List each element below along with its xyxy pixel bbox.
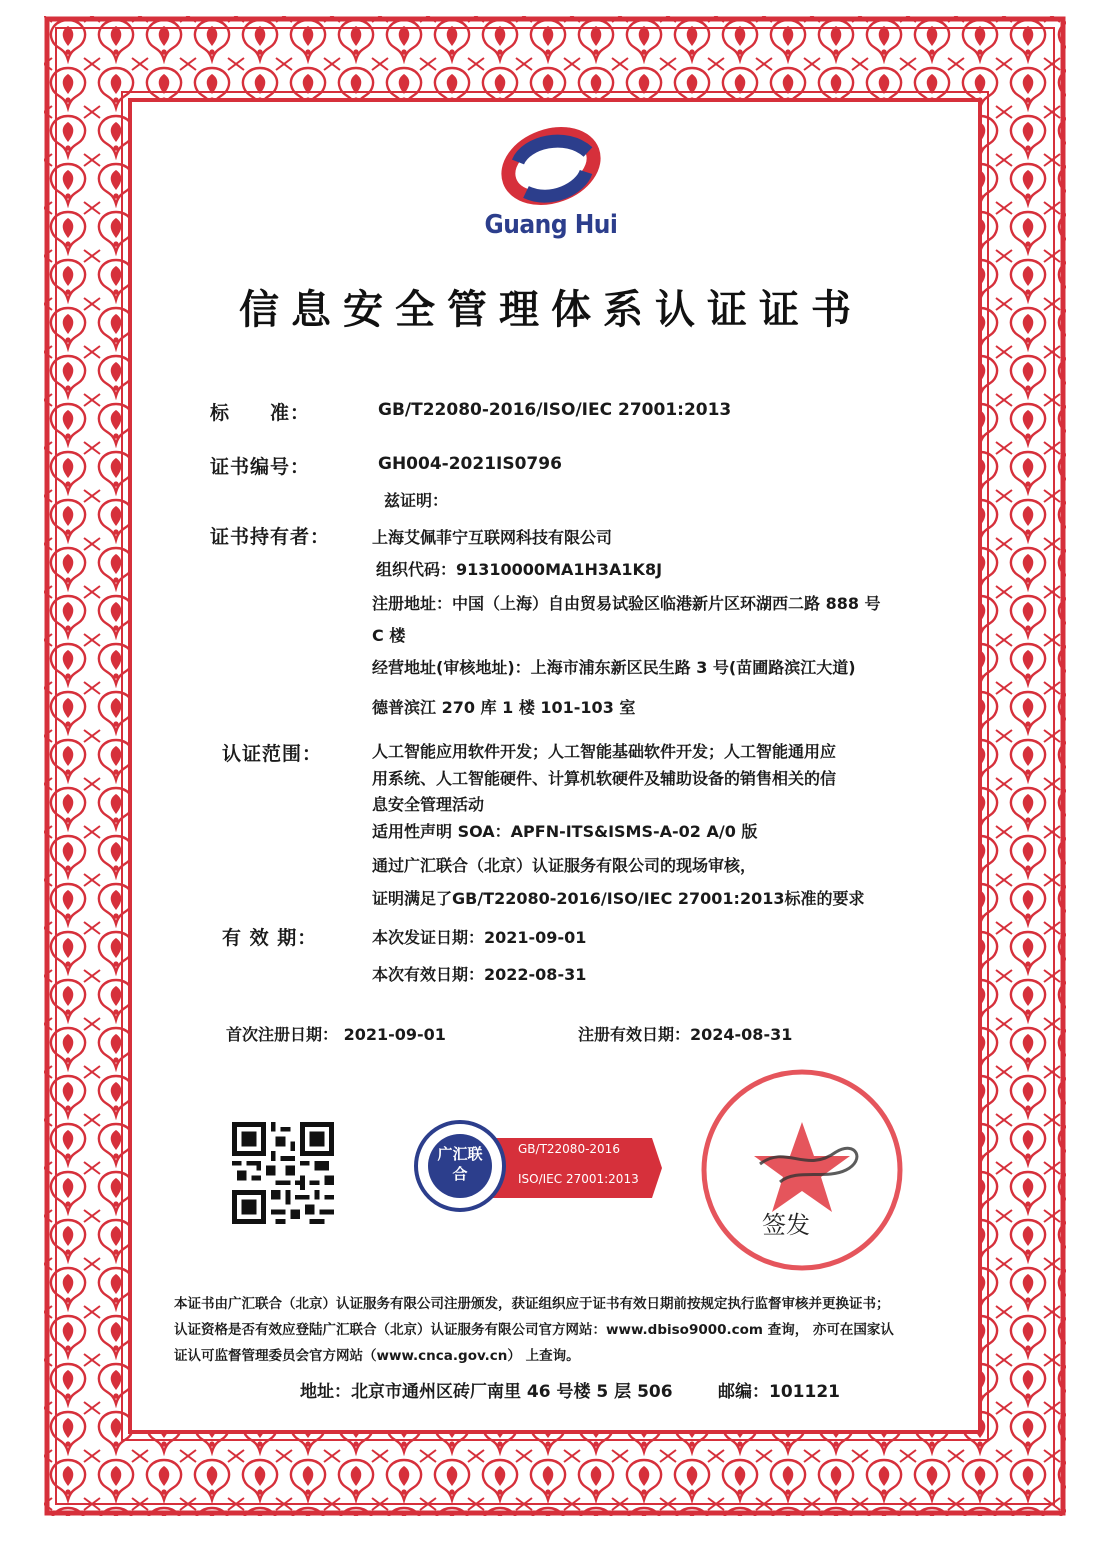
sign-issue-text: 签发 — [762, 1211, 810, 1239]
expire-date: 本次有效日期：2022-08-31 — [372, 965, 587, 984]
standard-label: 标 准： — [210, 402, 311, 424]
qr-code-icon — [232, 1122, 334, 1224]
audit-line2: 证明满足了GB/T22080-2016/ISO/IEC 27001:2013标准的要求 — [372, 889, 865, 908]
issuer-postcode: 邮编：101121 — [718, 1382, 840, 1402]
audit-line1: 通过广汇联合（北京）认证服务有限公司的现场审核， — [372, 856, 757, 875]
guanghui-logo-icon — [496, 122, 606, 216]
scope-line2: 用系统、人工智能硬件、计算机软硬件及辅助设备的销售相关的信 — [372, 769, 837, 788]
official-seal-stamp — [696, 1064, 908, 1276]
scope-label: 认证范围： — [222, 743, 323, 765]
scope-line3: 息安全管理活动 — [372, 795, 485, 814]
validity-label: 有 效 期： — [222, 927, 318, 949]
notice-line1: 本证书由广汇联合（北京）认证服务有限公司注册颁发，获证组织应于证书有效日期前按规定执行监督审核并更换证书； — [174, 1296, 890, 1312]
scope-line1: 人工智能应用软件开发；人工智能基础软件开发；人工智能通用应 — [372, 742, 837, 761]
org-code: 组织代码：91310000MA1H3A1K8J — [376, 560, 663, 579]
op-address-line1: 经营地址(审核地址)：上海市浦东新区民生路 3 号(苗圃路滨江大道) — [372, 658, 856, 677]
issuer-address: 地址：北京市通州区砖厂南里 46 号楼 5 层 506 — [300, 1382, 673, 1402]
holder-label: 证书持有者： — [210, 526, 331, 548]
logo-brand-text: Guang Hui — [484, 210, 618, 240]
notice-line3: 证认可监督管理委员会官方网站（www.cnca.gov.cn） 上查询。 — [174, 1348, 580, 1364]
soa-statement: 适用性声明 SOA：APFN-ITS&ISMS-A-02 A/0 版 — [372, 822, 758, 841]
first-registration-date: 首次注册日期： 2021-09-01 — [226, 1025, 446, 1044]
certificate-title: 信息安全管理体系认证证书 — [239, 287, 863, 333]
reg-address-line1: 注册地址：中国（上海）自由贸易试验区临港新片区环湖西二路 888 号 — [372, 594, 881, 613]
badge-seal-text: 广汇联合 — [437, 1145, 483, 1183]
op-address-line2: 德普滨江 270 库 1 楼 101-103 室 — [372, 698, 636, 717]
badge-standard-1: GB/T22080-2016 — [518, 1142, 620, 1156]
hereby-text: 兹证明： — [384, 491, 449, 510]
registration-valid-date: 注册有效日期：2024-08-31 — [578, 1025, 793, 1044]
cert-no-value: GH004-2021IS0796 — [378, 454, 562, 474]
badge-standard-2: ISO/IEC 27001:2013 — [518, 1172, 639, 1186]
reg-address-line2: C 楼 — [372, 626, 406, 645]
holder-name: 上海艾佩菲宁互联网科技有限公司 — [372, 528, 613, 547]
notice-line2: 认证资格是否有效应登陆广汇联合（北京）认证服务有限公司官方网站：www.dbiso9000.com 查询， 亦可在国家认 — [174, 1322, 894, 1338]
issue-date: 本次发证日期：2021-09-01 — [372, 928, 587, 947]
standard-value: GB/T22080-2016/ISO/IEC 27001:2013 — [378, 400, 732, 420]
cert-no-label: 证书编号： — [210, 456, 311, 478]
